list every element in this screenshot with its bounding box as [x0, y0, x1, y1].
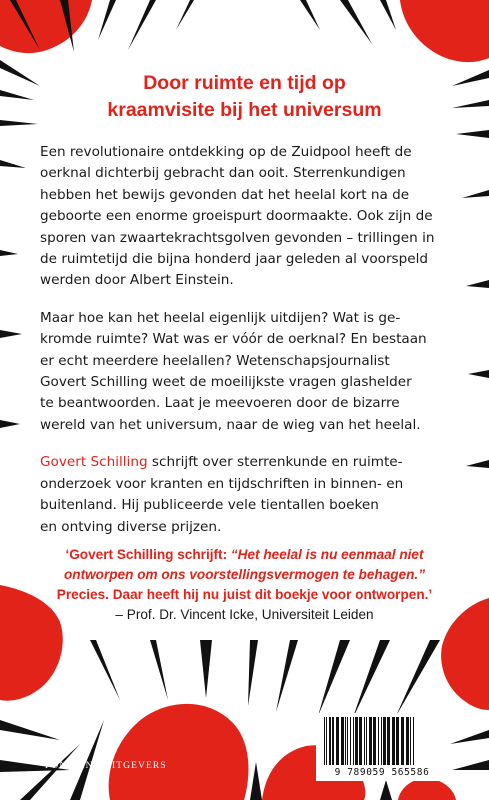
- text-line: hebben het bewijs gevonden dat het heelal kort na de: [40, 186, 410, 203]
- text-line: sporen van zwaartekrachtsgolven gevonden – trillingen in: [40, 229, 435, 246]
- top-right-blob: [400, 0, 489, 62]
- heading-line-2: kraamvisite bij het universum: [107, 99, 382, 121]
- barcode-bar: [406, 717, 409, 765]
- isbn-barcode: [316, 713, 448, 781]
- barcode-bar: [326, 717, 327, 765]
- barcode-bar: [350, 717, 351, 765]
- quote-italic-2: ontworpen om ons voorstellingsvermogen te behagen.”: [63, 567, 426, 582]
- barcode-bar: [378, 717, 379, 765]
- top-left-blob: [0, 0, 92, 53]
- text-line: wereld van het universum, naar de wieg van het heelal.: [40, 416, 421, 433]
- text-line: geboorte een enorme groeispurt doormaakte. Ook zijn de: [40, 208, 433, 225]
- barcode-bar: [366, 717, 367, 765]
- barcode-bar: [413, 717, 414, 765]
- barcode-bar: [336, 717, 339, 765]
- heading-line-1: Door ruimte en tijd op: [143, 72, 346, 94]
- barcode-bar: [401, 717, 404, 765]
- text-line: Een revolutionaire ontdekking op de Zuidpool heeft de: [40, 144, 412, 160]
- barcode-bar: [347, 717, 348, 765]
- text-line: werden door Albert Einstein.: [40, 272, 234, 289]
- quote-line-3: Precies. Daar heeft hij nu juist dit boekje voor ontworpen.’: [56, 587, 433, 602]
- barcode-bar: [353, 717, 354, 765]
- barcode-bar: [329, 717, 331, 765]
- cover-heading: [40, 70, 449, 124]
- text-line: Maar hoe kan het heelal eigenlijk uitdijen? Wat is ge-: [40, 309, 401, 326]
- quote-intro: ‘Govert Schilling schrijft:: [65, 547, 231, 562]
- barcode-bar: [396, 717, 399, 765]
- author-bio-line-1: [40, 452, 455, 473]
- blurb-paragraph-1: [40, 142, 455, 292]
- barcode-bar: [345, 717, 346, 765]
- barcode-bar: [373, 717, 376, 765]
- author-bio: [40, 452, 455, 538]
- quote-italic-1: “Het heelal is nu eenmaal niet: [230, 547, 424, 562]
- text-line: oerknal dichterbij gebracht dan ooit. Sterrenkundigen: [40, 165, 406, 182]
- blurb-text: [40, 142, 455, 554]
- text-line: kromde ruimte? Wat was er vóór de oerknal? En bestaan: [40, 331, 427, 348]
- barcode-bar: [364, 717, 365, 765]
- quote-line-2: [40, 565, 449, 585]
- text-line: te beantwoorden. Laat je meevoeren door de bizarre: [40, 395, 400, 412]
- quote-line-1: [40, 545, 449, 565]
- barcode-bar: [387, 717, 390, 765]
- author-bio-line-1-rest: schrijft over sterrenkunde en ruimte-: [147, 454, 403, 471]
- barcode-bar: [332, 717, 334, 765]
- barcode-bar: [359, 717, 362, 765]
- author-name: Govert Schilling: [40, 454, 148, 471]
- text-line: en ontving diverse prijzen.: [40, 518, 222, 535]
- text-line: onderzoek voor kranten en tijdschriften in binnen- en: [40, 475, 404, 492]
- barcode-bar: [410, 717, 411, 765]
- review-quote: [40, 545, 449, 625]
- publisher-name: FONTAINE UITGEVERS: [45, 761, 167, 771]
- quote-attribution: – Prof. Dr. Vincent Icke, Universiteit Leiden: [115, 607, 374, 622]
- barcode-bar: [383, 717, 386, 765]
- text-line: Govert Schilling weet de moeilijkste vragen glashelder: [40, 374, 412, 391]
- barcode-bars: [322, 717, 442, 767]
- barcode-bar: [341, 717, 344, 765]
- barcode-bar: [381, 717, 382, 765]
- barcode-bar: [392, 717, 395, 765]
- text-line: buitenland. Hij publiceerde vele tientallen boeken: [40, 497, 379, 514]
- barcode-bar: [355, 717, 358, 765]
- isbn-number: 9 789059 565586: [334, 767, 430, 778]
- barcode-bar: [369, 717, 372, 765]
- text-line: er echt meerdere heelallen? Wetenschapsjournalist: [40, 352, 390, 369]
- text-line: de ruimtetijd die bijna honderd jaar geleden al voorspeld: [40, 251, 429, 268]
- barcode-bar: [324, 717, 325, 765]
- blurb-paragraph-2: [40, 308, 455, 436]
